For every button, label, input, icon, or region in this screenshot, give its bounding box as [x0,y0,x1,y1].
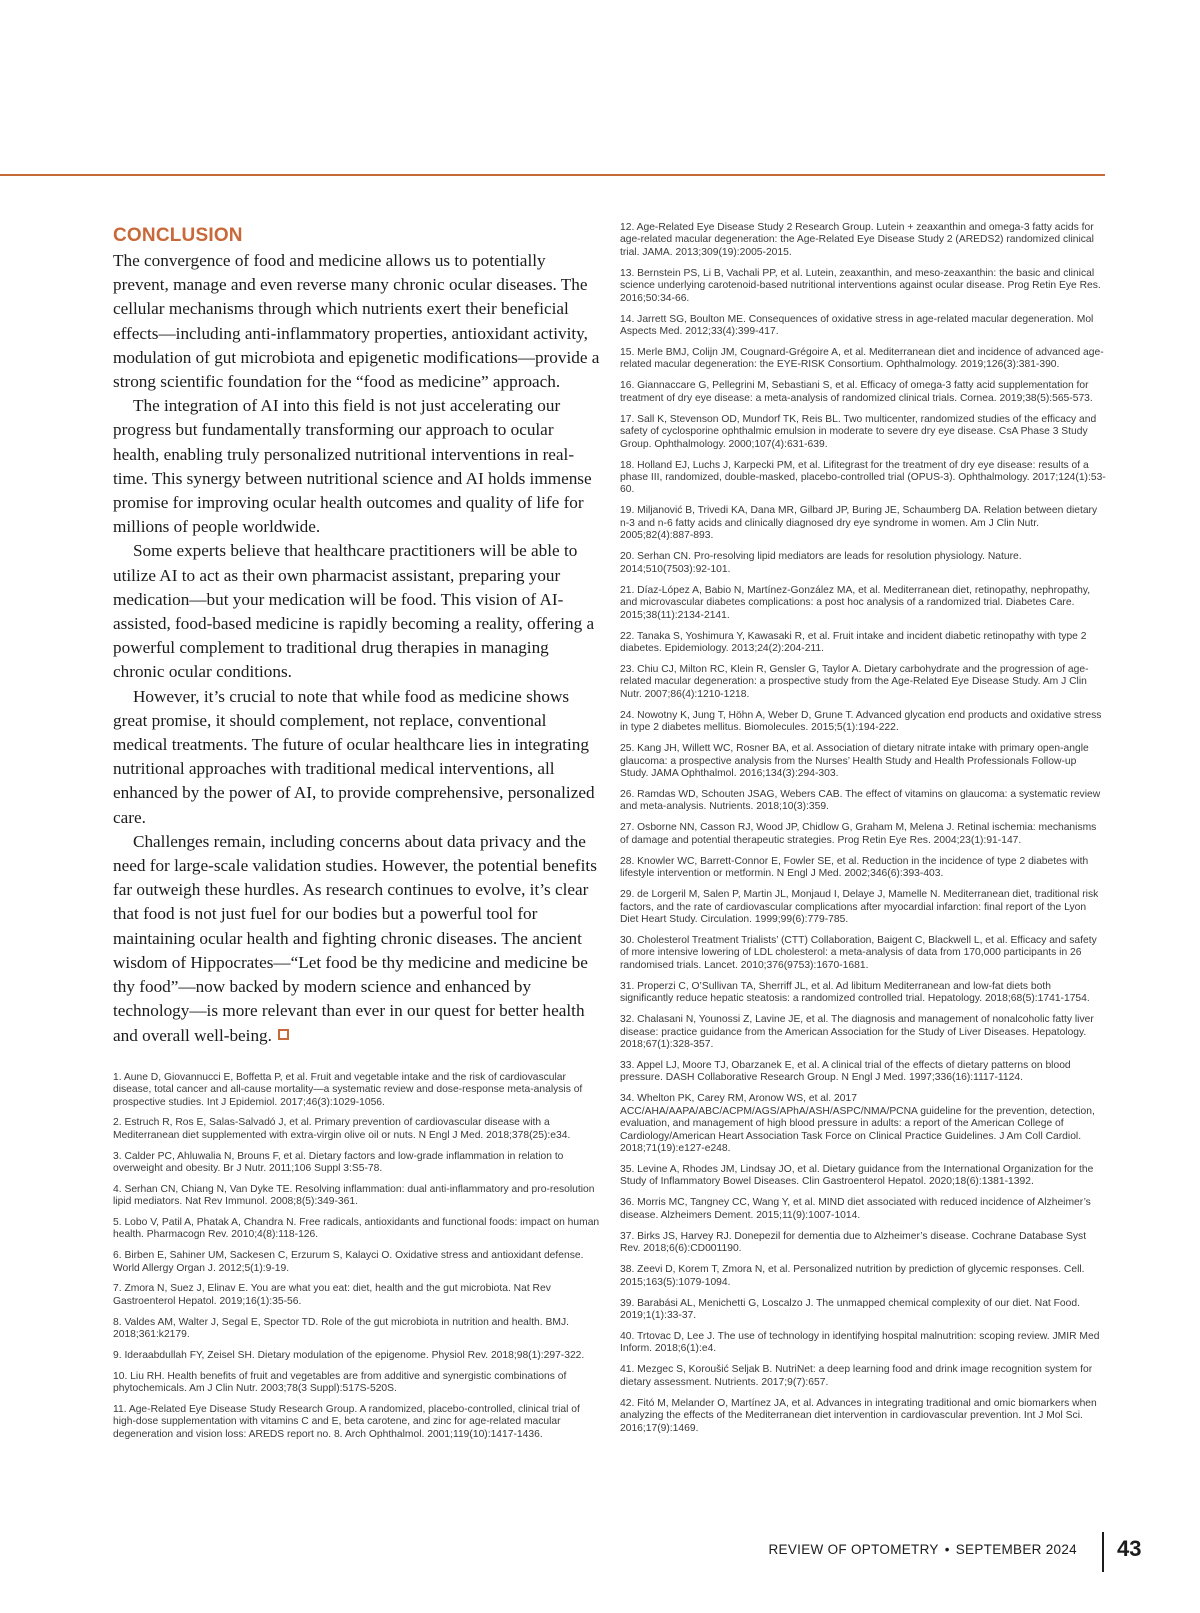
reference-item: 30. Cholesterol Treatment Trialists’ (CTT) Collaboration, Baigent C, Blackwell L, et al. Efficacy and safety of more intensive lowering of LDL cholesterol: a meta-analysis of data from 170,000 participants in 26 randomised trials. Lancet. 2010;376(9753):1670-1681. [620,934,1097,971]
reference-item: 10. Liu RH. Health benefits of fruit and vegetables are from additive and synergistic combinations of phytochemicals. Am J Clin Nutr. 2003;78(3 Suppl):517S-520S. [113,1370,567,1394]
conclusion-heading: CONCLUSION [113,225,243,246]
footer-separator: • [944,1542,950,1557]
conclusion-body [113,249,600,1048]
reference-item: 38. Zeevi D, Korem T, Zmora N, et al. Personalized nutrition by prediction of glycemic responses. Cell. 2015;163(5):1079-1094. [620,1264,1085,1288]
conclusion-paragraph: The integration of AI into this field is not just accelerating our progress but fundamentally transforming our approach to ocular health, enabling truly personalized nutritional interventions in real-time. This synergy between nutritional science and AI holds immense promise for improving ocular health outcomes and quality of life for millions of people worldwide. [113,396,592,537]
reference-item: 33. Appel LJ, Moore TJ, Obarzanek E, et al. A clinical trial of the effects of dietary patterns on blood pressure. DASH Collaborative Research Group. N Engl J Med. 1997;336(16):1117-1124. [620,1060,1071,1084]
page-footer [0,1532,1200,1572]
reference-item: 16. Giannaccare G, Pellegrini M, Sebastiani S, et al. Efficacy of omega-3 fatty acid supplementation for treatment of dry eye disease: a meta-analysis of randomized clinical trials. Cornea. 2019;38(5):565-573. [620,380,1093,404]
reference-item: 41. Mezgec S, Koroušić Seljak B. NutriNet: a deep learning food and drink image recognition system for dietary assessment. Nutrients. 2017;9(7):657. [620,1364,1093,1388]
reference-item: 25. Kang JH, Willett WC, Rosner BA, et al. Association of dietary nitrate intake with primary open-angle glaucoma: a prospective analysis from the Nurses’ Health Study and Health Professionals Follow-up Study. JAMA Ophthalmol. 2016;134(3):294-303. [620,743,1089,779]
conclusion-paragraph-text: Challenges remain, including concerns about data privacy and the need for large-scale validation studies. However, the potential benefits far outweigh these hurdles. As research continues to evolve, it’s clear that food is not just fuel for our bodies but a powerful tool for maintaining ocular health and fighting chronic diseases. The ancient wisdom of Hippocrates—“Let food be thy medicine and medicine be thy food”—now backed by modern science and enhanced by technology—is more relevant than ever in our quest for better health and overall well-being. [113,831,597,1045]
reference-item: 31. Properzi C, O’Sullivan TA, Sherriff JL, et al. Ad libitum Mediterranean and low-fat diets both significantly reduce hepatic steatosis: a randomized controlled trial. Hepatology. 2018;68(5):1741-1754. [620,980,1090,1005]
reference-item: 8. Valdes AM, Walter J, Segal E, Spector TD. Role of the gut microbiota in nutrition and health. BMJ. 2018;361:k2179. [113,1316,569,1340]
reference-item: 20. Serhan CN. Pro-resolving lipid mediators are leads for resolution physiology. Nature. 2014;510(7503):92-101. [620,551,1022,575]
reference-item: 28. Knowler WC, Barrett-Connor E, Fowler SE, et al. Reduction in the incidence of type 2 diabetes with lifestyle intervention or metformin. N Engl J Med. 2002;346(6):393-403. [620,855,1089,880]
reference-item: 12. Age-Related Eye Disease Study 2 Research Group. Lutein + zeaxanthin and omega-3 fatty acids for age-related macular degeneration: the Age-Related Eye Disease Study 2 (AREDS2) randomized clinical trial. JAMA. 2013;309(19):2005-2015. [620,222,1094,258]
reference-item: 22. Tanaka S, Yoshimura Y, Kawasaki R, et al. Fruit intake and incident diabetic retinopathy with type 2 diabetes. Epidemiology. 2013;24(2):204-211. [620,630,1087,654]
conclusion-paragraph-last [113,830,600,1048]
reference-item: 3. Calder PC, Ahluwalia N, Brouns F, et al. Dietary factors and low-grade inflammation in relation to overweight and obesity. Br J Nutr. 2011;106 Suppl 3:S5-78. [113,1150,564,1174]
reference-item: 18. Holland EJ, Luchs J, Karpecki PM, et al. Lifitegrast for the treatment of dry eye disease: results of a phase III, randomized, double-masked, placebo-controlled trial (OPUS-3). Ophthalmology. 2017;124(1):53-60. [620,459,1106,496]
conclusion-paragraph: However, it’s crucial to note that while food as medicine shows great promise, it should complement, not replace, conventional medical treatments. The future of ocular healthcare lies in integrating nutritional approaches with traditional medical interventions, all enhanced by the power of AI, to provide comprehensive, personalized care. [113,686,595,827]
reference-item: 40. Trtovac D, Lee J. The use of technology in identifying hospital malnutrition: scoping review. JMIR Med Inform. 2018;6(1):e4. [620,1331,1100,1355]
reference-item: 29. de Lorgeril M, Salen P, Martin JL, Monjaud I, Delaye J, Mamelle N. Mediterranean diet, traditional risk factors, and the rate of cardiovascular complications after myocardial infarction: final report of the Lyon Diet Heart Study. Circulation. 1999;99(6):779-785. [620,889,1099,925]
reference-item: 35. Levine A, Rhodes JM, Lindsay JO, et al. Dietary guidance from the International Organization for the Study of Inflammatory Bowel Diseases. Clin Gastroenterol Hepatol. 2020;18(6):1381-1392. [620,1164,1094,1188]
left-column [113,225,600,1449]
reference-item: 37. Birks JS, Harvey RJ. Donepezil for dementia due to Alzheimer’s disease. Cochrane Database Syst Rev. 2018;6(6):CD001190. [620,1230,1087,1255]
reference-item: 36. Morris MC, Tangney CC, Wang Y, et al. MIND diet associated with reduced incidence of Alzheimer’s disease. Alzheimers Dement. 2015;11(9):1007-1014. [620,1197,1091,1221]
end-of-article-icon [278,1029,289,1040]
reference-item: 24. Nowotny K, Jung T, Höhn A, Weber D, Grune T. Advanced glycation end products and oxidative stress in type 2 diabetes mellitus. Biomolecules. 2015;5(1):194-222. [620,709,1102,734]
reference-item: 4. Serhan CN, Chiang N, Van Dyke TE. Resolving inflammation: dual anti-inflammatory and pro-resolution lipid mediators. Nat Rev Immunol. 2008;8(5):349-361. [113,1183,595,1208]
reference-item: 27. Osborne NN, Casson RJ, Wood JP, Chidlow G, Graham M, Melena J. Retinal ischemia: mechanisms of damage and potential therapeutic strategies. Prog Retin Eye Res. 2004;23(1):91-147. [620,822,1097,846]
reference-item: 17. Sall K, Stevenson OD, Mundorf TK, Reis BL. Two multicenter, randomized studies of the efficacy and safety of cyclosporine ophthalmic emulsion in moderate to severe dry eye disease. CsA Phase 3 Study Group. Ophthalmology. 2000;107(4):631-639. [620,413,1097,450]
reference-item: 13. Bernstein PS, Li B, Vachali PP, et al. Lutein, zeaxanthin, and meso-zeaxanthin: the basic and clinical science underlying carotenoid-based nutritional interventions against ocular disease. Prog Retin Eye Res. 2016;50:34-66. [620,267,1101,304]
reference-item: 1. Aune D, Giovannucci E, Boffetta P, et al. Fruit and vegetable intake and the risk of cardiovascular disease, total cancer and all-cause mortality—a systematic review and dose-response meta-analysis of prospective studies. Int J Epidemiol. 2017;46(3):1029-1056. [113,1071,583,1108]
reference-item: 15. Merle BMJ, Colijn JM, Cougnard-Grégoire A, et al. Mediterranean diet and incidence of advanced age-related macular degeneration: the EYE-RISK Consortium. Ophthalmology. 2019;126(3):381-390. [620,347,1104,371]
reference-item: 6. Birben E, Sahiner UM, Sackesen C, Erzurum S, Kalayci O. Oxidative stress and antioxidant defense. World Allergy Organ J. 2012;5(1):9-19. [113,1250,584,1274]
reference-item: 2. Estruch R, Ros E, Salas-Salvadó J, et al. Primary prevention of cardiovascular disease with a Mediterranean diet supplemented with extra-virgin olive oil or nuts. N Engl J Med. 2018;378(25):e34. [113,1117,571,1141]
reference-item: 19. Miljanović B, Trivedi KA, Dana MR, Gilbard JP, Buring JE, Schaumberg DA. Relation between dietary n-3 and n-6 fatty acids and clinically diagnosed dry eye syndrome in women. Am J Clin Nutr. 2005;82(4):887-893. [620,505,1098,542]
reference-item: 39. Barabási AL, Menichetti G, Loscalzo J. The unmapped chemical complexity of our diet. Nat Food. 2019;1(1):33-37. [620,1297,1080,1322]
reference-item: 7. Zmora N, Suez J, Elinav E. You are what you eat: diet, health and the gut microbiota. Nat Rev Gastroenterol Hepatol. 2019;16(1):35-56. [113,1283,551,1307]
reference-item: 14. Jarrett SG, Boulton ME. Consequences of oxidative stress in age-related macular degeneration. Mol Aspects Med. 2012;33(4):399-417. [620,313,1094,338]
reference-item: 32. Chalasani N, Younossi Z, Lavine JE, et al. The diagnosis and management of nonalcoholic fatty liver disease: practice guidance from the American Association for the Study of Liver Diseases. Hepatology. 2018;67(1):328-357. [620,1014,1094,1050]
issue-date: SEPTEMBER 2024 [955,1542,1077,1557]
reference-item: 23. Chiu CJ, Milton RC, Klein R, Gensler G, Taylor A. Dietary carbohydrate and the progression of age-related macular degeneration: a prospective study from the Age-Related Eye Disease Study. Am J Clin Nutr. 2007;86(4):1210-1218. [620,663,1089,700]
footer-divider [1102,1532,1104,1572]
references-left [113,1072,600,1441]
reference-item: 5. Lobo V, Patil A, Phatak A, Chandra N. Free radicals, antioxidants and functional foods: impact on human health. Pharmacogn Rev. 2010;4(8):118-126. [113,1216,600,1241]
reference-item: 26. Ramdas WD, Schouten JSAG, Webers CAB. The effect of vitamins on glaucoma: a systematic review and meta-analysis. Nutrients. 2018;10(3):359. [620,788,1101,813]
publication-name: REVIEW OF OPTOMETRY [768,1542,939,1557]
conclusion-paragraph: Some experts believe that healthcare practitioners will be able to utilize AI to act as their own pharmacist assistant, preparing your medication—but your medication will be food. This vision of AI-assisted, food-based medicine is rapidly becoming a reality, offering a powerful complement to traditional drug therapies in managing chronic ocular conditions. [113,541,595,682]
reference-item: 11. Age-Related Eye Disease Study Research Group. A randomized, placebo-controlled, clinical trial of high-dose supplementation with vitamins C and E, beta carotene, and zinc for age-related macular degeneration and vision loss: AREDS report no. 8. Arch Ophthalmol. 2001;119(10):1417-1436. [113,1403,580,1440]
references-right [620,222,1107,1444]
conclusion-paragraph: The convergence of food and medicine allows us to potentially prevent, manage and even reverse many chronic ocular diseases. The cellular mechanisms through which nutrients exert their beneficial effects—including anti-inflammatory properties, antioxidant activity, modulation of gut microbiota and epigenetic modifications—provide a strong scientific foundation for the “food as medicine” approach. [113,251,600,392]
reference-item: 34. Whelton PK, Carey RM, Aronow WS, et al. 2017 ACC/AHA/AAPA/ABC/ACPM/AGS/APhA/ASH/ASPC/NMA/PCNA guideline for the prevention, detection, evaluation, and management of high blood pressure in adults: a report of the American College of Cardiology/American Heart Association Task Force on Clinical Practice Guidelines. J Am Coll Cardiol. 2018;71(19):e127-e248. [620,1093,1095,1155]
header-rule [0,174,1105,176]
footer-masthead [768,1542,1077,1557]
reference-item: 9. Ideraabdullah FY, Zeisel SH. Dietary modulation of the epigenome. Physiol Rev. 2018;98(1):297-322. [113,1349,585,1361]
reference-item: 42. Fitó M, Melander O, Martínez JA, et al. Advances in integrating traditional and omic biomarkers when analyzing the effects of the Mediterranean diet intervention in cardiovascular prevention. Int J Mol Sci. 2016;17(9):1469. [620,1397,1097,1434]
page-number: 43 [1117,1536,1142,1561]
reference-item: 21. Díaz-López A, Babio N, Martínez-González MA, et al. Mediterranean diet, retinopathy, nephropathy, and microvascular diabetes complications: a post hoc analysis of a randomized trial. Diabetes Care. 2015;38(11):2134-2141. [620,584,1091,621]
